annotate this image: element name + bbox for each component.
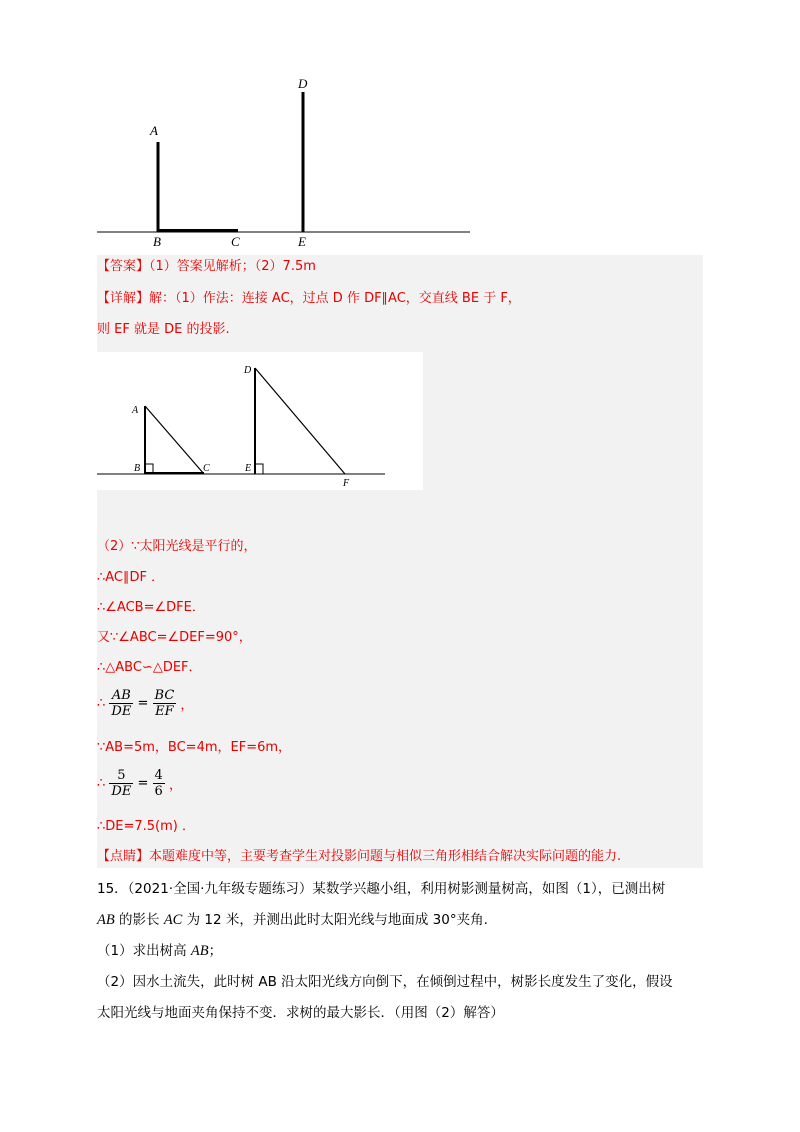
- solution-step-2: ∴AC∥DF ．: [97, 570, 165, 585]
- detail-text-1: 解：（1）作法：连接 AC，过点 D 作 DF∥AC，交直线 BE 于 F，: [149, 291, 521, 306]
- numerator: AB: [109, 688, 133, 704]
- question-15-line-2: [97, 911, 488, 929]
- comment-text: 本题难度中等，主要考查学生对投影问题与相似三角形相结合解决实际问题的能力.: [149, 849, 622, 864]
- label-E: E: [298, 234, 306, 249]
- question-15-part-2-line-2: 太阳光线与地面夹角保持不变．求树的最大影长．（用图（2）解答）: [97, 1005, 504, 1021]
- label-B: B: [153, 234, 161, 249]
- label-F: F: [343, 478, 350, 489]
- tree-ab: AB: [97, 912, 115, 928]
- answer-block: [97, 255, 703, 868]
- solution-step-5: ∴△ABC∽△DEF．: [97, 660, 202, 675]
- text: 为 12 米，并测出此时太阳光线与地面成 30°夹角.: [182, 912, 488, 928]
- tree-ab: AB: [190, 943, 209, 959]
- comment-label: 【点睛】: [97, 849, 150, 864]
- solution-step-7: ∴DE=7.5(m) ．: [97, 819, 196, 834]
- proportion-equation-2: [97, 768, 182, 799]
- solution-step-6: ∵AB=5m，BC=4m，EF=6m，: [97, 740, 292, 755]
- detail-label: 【详解】: [97, 291, 150, 306]
- question-15-line-1: 15．（2021·全国·九年级专题练习）某数学兴趣小组，利用树影测量树高，如图（1），已测出树: [97, 881, 666, 897]
- equals-sign: =: [137, 696, 149, 711]
- question-15-part-2-line-1: （2）因水土流失，此时树 AB 沿太阳光线方向倒下，在倾倒过程中，树影长度发生了变化，假设: [97, 974, 673, 990]
- label-A: A: [132, 405, 139, 416]
- figure-1-diagram: [95, 72, 475, 252]
- label-A: A: [150, 123, 158, 138]
- fraction-5-de: [109, 768, 133, 799]
- text: 的影长: [114, 912, 164, 928]
- therefore-symbol: ∴: [97, 696, 106, 711]
- label-B: B: [134, 463, 141, 474]
- fraction-ab-de: [109, 688, 133, 719]
- denominator: 6: [154, 784, 163, 799]
- text: ；: [208, 943, 223, 959]
- comma: ，: [180, 698, 194, 713]
- solution-step-4: 又∵∠ABC=∠DEF=90°，: [97, 630, 252, 645]
- detail-line-2: 则 EF 就是 DE 的投影.: [97, 322, 230, 337]
- equals-sign: =: [137, 776, 149, 791]
- comment-line: [97, 848, 621, 866]
- text: （1）求出树高: [97, 943, 191, 959]
- denominator: DE: [111, 704, 132, 719]
- label-D: D: [298, 76, 308, 91]
- label-C: C: [203, 463, 210, 474]
- numerator: BC: [154, 688, 175, 703]
- label-E: E: [245, 463, 252, 474]
- therefore-symbol: ∴: [97, 776, 106, 791]
- answer-label: 【答案】: [97, 259, 150, 274]
- denominator: EF: [155, 704, 174, 719]
- numerator: 4: [154, 768, 163, 783]
- fraction-4-6: [153, 768, 165, 799]
- figure-2-diagram: [97, 352, 423, 490]
- fraction-bc-ef: [153, 688, 177, 719]
- numerator: 5: [109, 768, 133, 784]
- denominator: DE: [111, 784, 132, 799]
- answer-line: [97, 258, 316, 276]
- shadow-ac: AC: [163, 912, 183, 928]
- proportion-equation-1: [97, 688, 193, 719]
- detail-line-1: [97, 290, 521, 308]
- comma: ，: [168, 778, 182, 793]
- question-15-part-1: [97, 942, 222, 960]
- label-D: D: [244, 365, 252, 376]
- solution-step-3: ∴∠ACB=∠DFE．: [97, 600, 205, 615]
- answer-text: （1）答案见解析；（2）7.5m: [149, 259, 316, 274]
- solution-step-1: （2）∵太阳光线是平行的，: [97, 539, 257, 554]
- label-C: C: [231, 234, 240, 249]
